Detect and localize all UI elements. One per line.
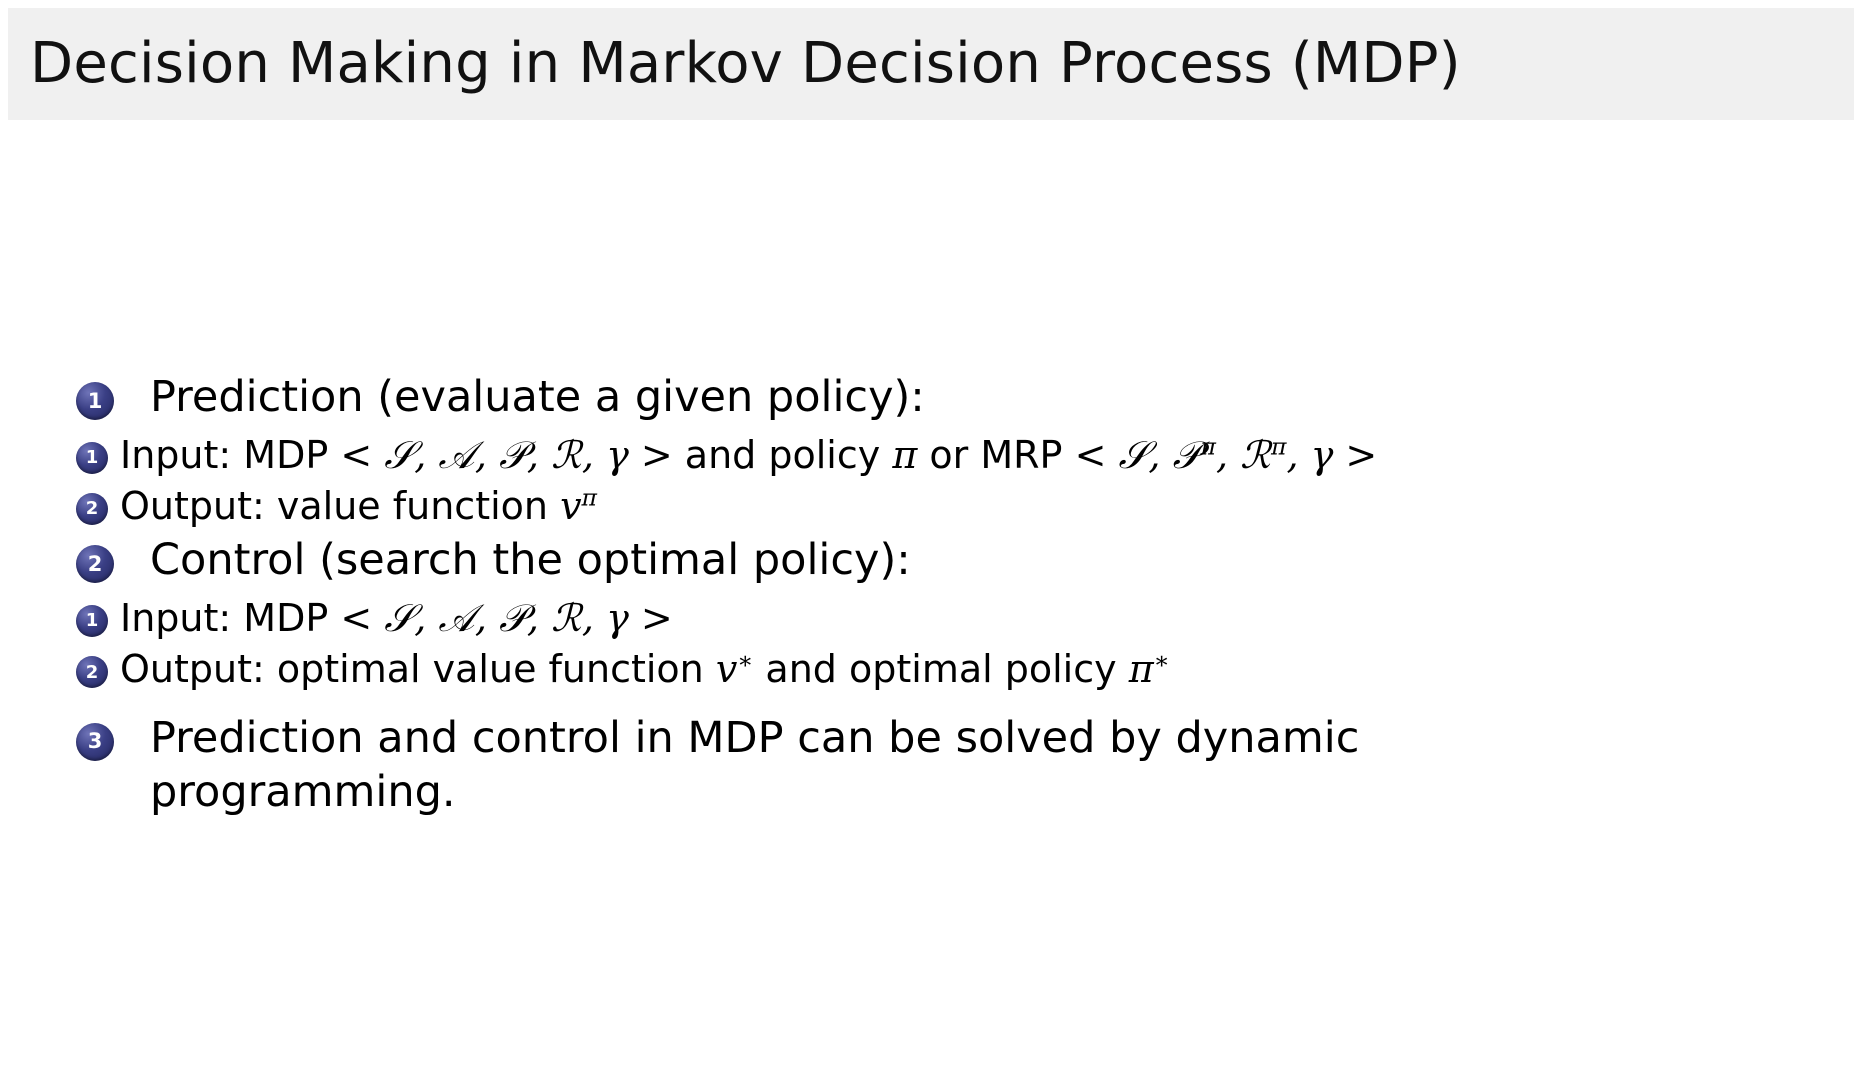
bullet-number-icon: 2 xyxy=(76,493,108,525)
list-item-label: Input: MDP < 𝒮, 𝒜, 𝒫, ℛ, γ > xyxy=(120,596,673,640)
list-item xyxy=(0,482,1862,531)
bullet-number-icon: 2 xyxy=(76,545,114,583)
list-item-label: Prediction and control in MDP can be solved by dynamic programming. xyxy=(150,712,1360,818)
list-item xyxy=(0,370,1862,425)
bullet-number-icon: 1 xyxy=(76,605,108,637)
list-item xyxy=(0,645,1862,694)
page-title: Decision Making in Markov Decision Process (MDP) xyxy=(30,31,1461,97)
list-item-label: Output: value function $v^\pi$ xyxy=(120,483,598,528)
outline-level-2 xyxy=(0,431,1862,532)
slide-content xyxy=(0,370,1862,826)
list-item xyxy=(0,533,1862,588)
outline-level-2 xyxy=(0,594,1862,695)
slide-title-bar xyxy=(8,8,1854,120)
list-item xyxy=(0,431,1862,480)
bullet-number-icon: 2 xyxy=(76,656,108,688)
list-item xyxy=(0,594,1862,643)
list-item-label: Prediction (evaluate a given policy): xyxy=(150,372,925,422)
list-item-label: Output: optimal value function v∗ and optimal policy π∗ xyxy=(120,646,1170,692)
list-item-label: Input: MDP < 𝒮, 𝒜, 𝒫, ℛ, γ > and policy π or MRP < 𝒮, 𝒫$^\pi$, ℛ$^\pi$, γ > xyxy=(120,431,1378,477)
bullet-number-icon: 1 xyxy=(76,442,108,474)
bullet-number-icon: 3 xyxy=(76,723,114,761)
list-item-label: Control (search the optimal policy): xyxy=(150,535,911,586)
outline-level-1 xyxy=(0,370,1862,820)
list-item xyxy=(0,711,1400,820)
bullet-number-icon: 1 xyxy=(76,382,114,420)
